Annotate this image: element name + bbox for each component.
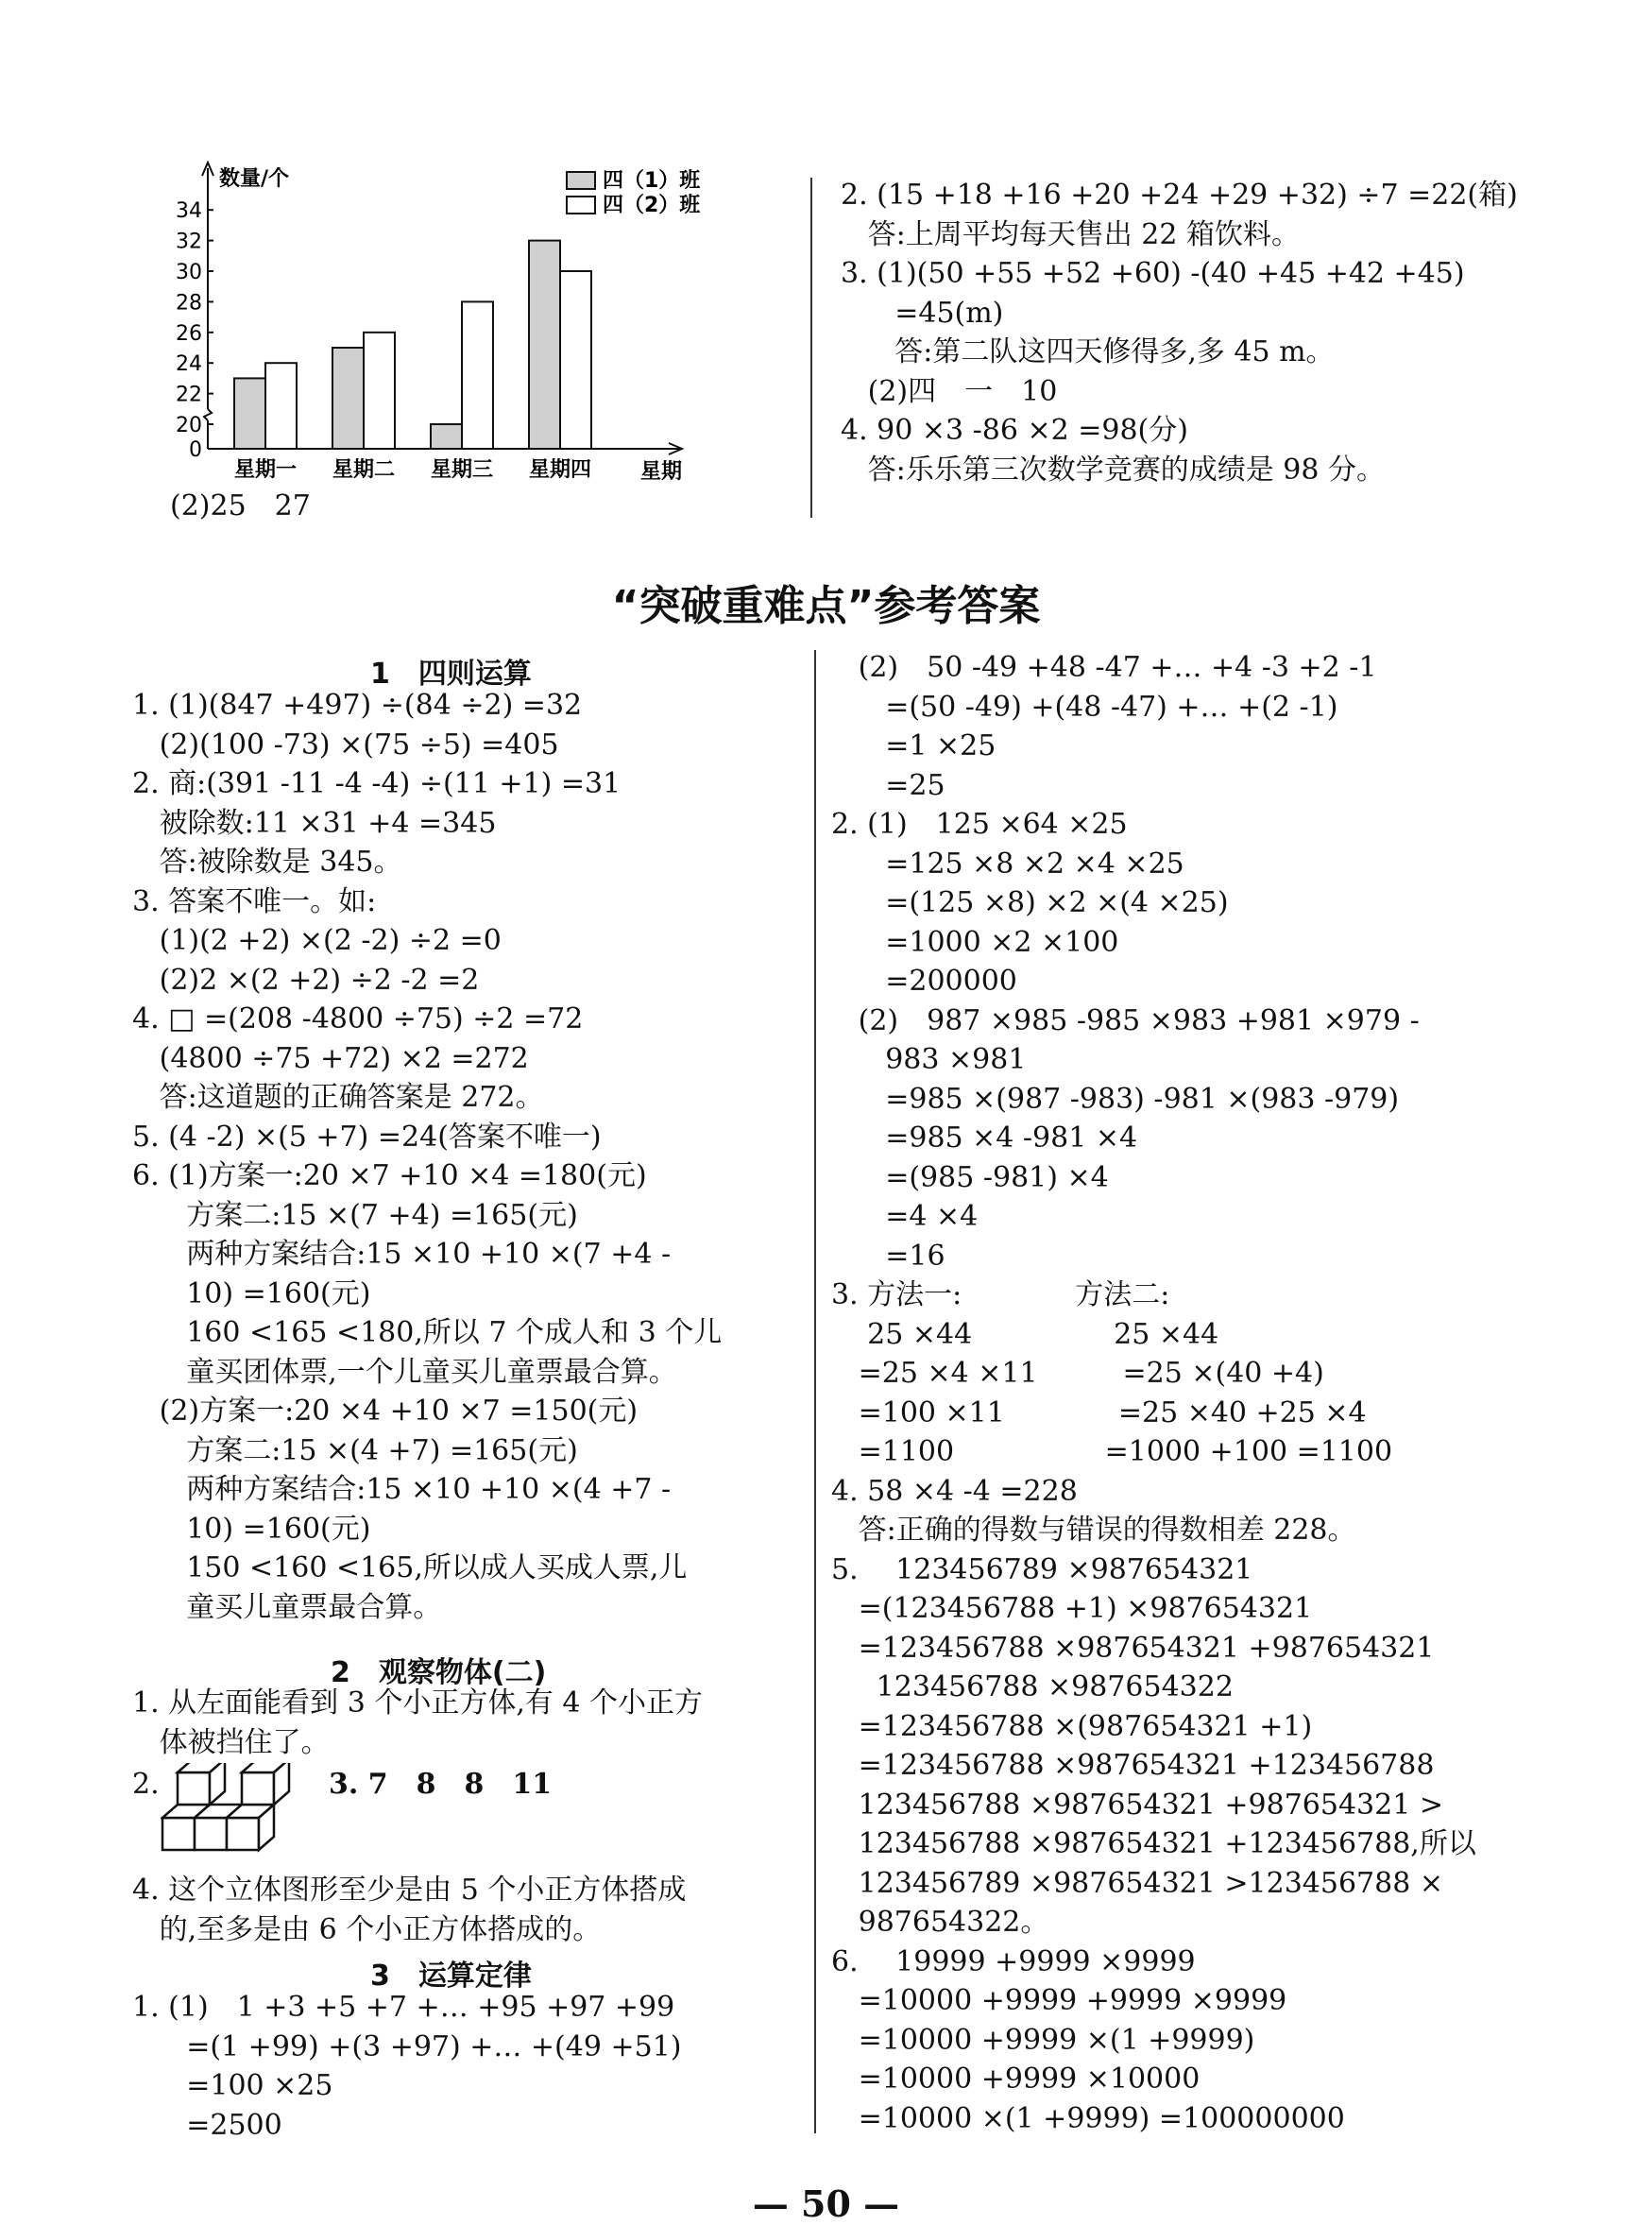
answer-line: (2) 50 -49 +48 -47 +… +4 -3 +2 -1 [831, 651, 1377, 684]
answer-line: =(123456788 +1) ×987654321 [831, 1592, 1313, 1625]
answer-line: =100 ×11 =25 ×40 +25 ×4 [831, 1395, 1367, 1429]
y-axis-label: 数量/个 [219, 167, 290, 191]
answer-line: 4. 90 ×3 -86 ×2 =98(分) [841, 414, 1188, 447]
answer-line: 两种方案结合:15 ×10 +10 ×(4 +7 - [132, 1473, 672, 1506]
section-title: “突破重难点”参考答案 [611, 582, 1041, 630]
answer-line: (2)方案一:20 ×4 +10 ×7 =150(元) [132, 1395, 639, 1428]
answer-line: 983 ×981 [831, 1043, 1027, 1076]
answer-line: 987654322。 [831, 1906, 1049, 1939]
answer-line: 答:正确的得数与错误的得数相差 228。 [831, 1514, 1356, 1547]
answer-line: 答:被除数是 345。 [132, 846, 402, 879]
answer-line: =985 ×4 -981 ×4 [831, 1121, 1138, 1155]
y-tick-label: 26 [176, 321, 202, 346]
legend-swatch [567, 197, 595, 214]
answer-line: 123456789 ×987654321 >123456788 × [831, 1866, 1443, 1900]
y-tick-label: 24 [176, 352, 202, 377]
y-tick-label: 28 [176, 291, 202, 316]
answer-line: =(125 ×8) ×2 ×(4 ×25) [831, 886, 1229, 919]
y-tick-label: 20 [176, 414, 202, 437]
answer-line: 123456788 ×987654322 [831, 1670, 1234, 1703]
legend-label: 四（2）班 [603, 194, 701, 217]
cube-stack-figure [161, 1763, 312, 1867]
answer-line: 答:上周平均每天售出 22 箱饮料。 [841, 217, 1300, 251]
answer-line: =1 ×25 [831, 729, 996, 762]
answer-line: (2) 987 ×985 -985 ×983 +981 ×979 - [831, 1003, 1420, 1037]
answer-line: =(1 +99) +(3 +97) +… +(49 +51) [132, 2029, 682, 2063]
page-number: — 50 — [752, 2182, 900, 2225]
y-tick-label: 22 [176, 383, 202, 407]
answer-line: 答:这道题的正确答案是 272。 [132, 1081, 544, 1114]
answer-line: 2. 商:(391 -11 -4 -4) ÷(11 +1) =31 [132, 767, 622, 800]
legend-swatch [567, 172, 595, 189]
heading-observe-objects: 2 观察物体(二) [331, 1656, 547, 1689]
answer-line: 的,至多是由 6 个小正方体搭成的。 [132, 1912, 602, 1946]
answer-line: 10) =160(元) [132, 1276, 371, 1310]
heading-arithmetic: 1 四则运算 [370, 658, 532, 691]
bar-chart [151, 161, 708, 501]
heading-operation-laws: 3 运算定律 [370, 1960, 532, 1993]
answer-line: (1)(2 +2) ×(2 -2) ÷2 =0 [132, 924, 502, 957]
answer-line: =10000 +9999 +9999 ×9999 [831, 1984, 1287, 2017]
answer-line: 体被挡住了。 [132, 1725, 330, 1759]
answer-line: 4. 58 ×4 -4 =228 [831, 1474, 1078, 1508]
answer-line: 10) =160(元) [132, 1512, 371, 1546]
answer-line: =125 ×8 ×2 ×4 ×25 [831, 847, 1184, 881]
answer-line: 答:第二队这四天修得多,多 45 m。 [841, 335, 1335, 368]
y-tick-label: 32 [176, 230, 202, 254]
answer-line: 1. 从左面能看到 3 个小正方体,有 4 个小正方 [132, 1686, 704, 1720]
x-tick-label: 星期三 [430, 458, 494, 482]
answer-line: =10000 +9999 ×10000 [831, 2062, 1201, 2096]
answer-line: 6. (1)方案一:20 ×7 +10 ×4 =180(元) [132, 1159, 647, 1192]
x-tick-label: 星期二 [332, 458, 396, 482]
x-axis-label: 星期 [640, 460, 683, 484]
answer-line: 123456788 ×987654321 +987654321 > [831, 1788, 1443, 1822]
y-tick-label: 0 [189, 438, 202, 462]
top-left-answer: (2)25 27 [170, 489, 311, 522]
answer-line: 3. 方法一: 方法二: [831, 1278, 1170, 1311]
answer-line: =25 ×4 ×11 =25 ×(40 +4) [831, 1357, 1324, 1390]
answer-line: =(985 -981) ×4 [831, 1160, 1109, 1194]
answer-line: 123456788 ×987654321 +123456788,所以 [831, 1827, 1476, 1860]
x-tick-label: 星期四 [528, 458, 592, 482]
bar [364, 333, 395, 449]
chart-legend [567, 169, 701, 217]
q2-label: 2. [132, 1768, 160, 1801]
answer-line: =25 [831, 768, 945, 802]
answer-line: 5. (4 -2) ×(5 +7) =24(答案不唯一) [132, 1120, 602, 1154]
y-tick-label: 30 [176, 261, 202, 284]
column-divider-top [810, 178, 812, 518]
answer-line: 160 <165 <180,所以 7 个成人和 3 个儿 [132, 1316, 723, 1349]
answer-line: =1000 ×2 ×100 [831, 925, 1119, 959]
answer-line: 1. (1)(847 +497) ÷(84 ÷2) =32 [132, 689, 583, 722]
answer-line: 两种方案结合:15 ×10 +10 ×(7 +4 - [132, 1238, 672, 1271]
answer-line: (2)四 一 10 [841, 374, 1058, 408]
answer-line: 25 ×44 25 ×44 [831, 1317, 1219, 1351]
bar [332, 348, 364, 449]
answer-line: 答:乐乐第三次数学竞赛的成绩是 98 分。 [841, 453, 1385, 487]
answer-line: 被除数:11 ×31 +4 =345 [132, 806, 497, 840]
chart-bars [234, 241, 591, 449]
answer-line: 3. (1)(50 +55 +52 +60) -(40 +45 +42 +45) [841, 257, 1465, 290]
x-tick-label: 星期一 [233, 458, 298, 482]
bar [234, 378, 265, 449]
answer-line: 3. 答案不唯一。如: [132, 884, 377, 918]
answer-line: =2500 [132, 2108, 282, 2142]
answer-line: (4800 ÷75 +72) ×2 =272 [132, 1041, 529, 1075]
answer-line: =16 [831, 1239, 945, 1273]
answer-line: =(50 -49) +(48 -47) +… +(2 -1) [831, 690, 1338, 724]
bar [560, 271, 591, 449]
column-divider-main [814, 650, 816, 2133]
bar [265, 363, 297, 449]
answer-line: (2)2 ×(2 +2) ÷2 -2 =2 [132, 963, 480, 997]
answer-line: =45(m) [841, 296, 1004, 330]
answer-line: 1. (1) 1 +3 +5 +7 +… +95 +97 +99 [132, 1991, 675, 2024]
answer-line: (2)(100 -73) ×(75 ÷5) =405 [132, 727, 559, 762]
legend-label: 四（1）班 [603, 169, 701, 193]
answer-line: 2. (1) 125 ×64 ×25 [831, 808, 1128, 841]
answer-line: 童买儿童票最合算。 [132, 1590, 442, 1624]
answer-line: 4. 这个立体图形至少是由 5 个小正方体搭成 [132, 1874, 687, 1907]
q3-answer: 3. 7 8 8 11 [329, 1768, 553, 1801]
axis-break [204, 409, 212, 420]
answer-line: 2. (15 +18 +16 +20 +24 +29 +32) ÷7 =22(箱) [841, 179, 1518, 212]
answer-line: =10000 +9999 ×(1 +9999) [831, 2023, 1255, 2057]
bar [462, 301, 493, 449]
answer-line: =985 ×(987 -983) -981 ×(983 -979) [831, 1082, 1400, 1116]
answer-line: =10000 ×(1 +9999) =100000000 [831, 2101, 1345, 2135]
answer-line: =200000 [831, 965, 1017, 998]
answer-line: 童买团体票,一个儿童买儿童票最合算。 [132, 1355, 677, 1389]
bar [431, 424, 462, 449]
answer-line: 6. 19999 +9999 ×9999 [831, 1944, 1196, 1978]
answer-line: =1100 =1000 +100 =1100 [831, 1435, 1393, 1468]
answer-line: =4 ×4 [831, 1200, 979, 1233]
answer-line: 方案二:15 ×(7 +4) =165(元) [132, 1198, 578, 1232]
answer-line: =123456788 ×(987654321 +1) [831, 1709, 1313, 1743]
answer-line: 150 <160 <165,所以成人买成人票,儿 [132, 1551, 688, 1584]
answer-line: =100 ×25 [132, 2069, 333, 2102]
bar [529, 241, 560, 449]
answer-line: 方案二:15 ×(4 +7) =165(元) [132, 1433, 578, 1467]
answer-line: =123456788 ×987654321 +123456788 [831, 1749, 1435, 1782]
y-tick-label: 34 [176, 199, 202, 224]
answer-line: =123456788 ×987654321 +987654321 [831, 1631, 1435, 1665]
answer-line: 5. 123456789 ×987654321 [831, 1552, 1253, 1586]
answer-line: 4. □ =(208 -4800 ÷75) ÷2 =72 [132, 1002, 584, 1035]
